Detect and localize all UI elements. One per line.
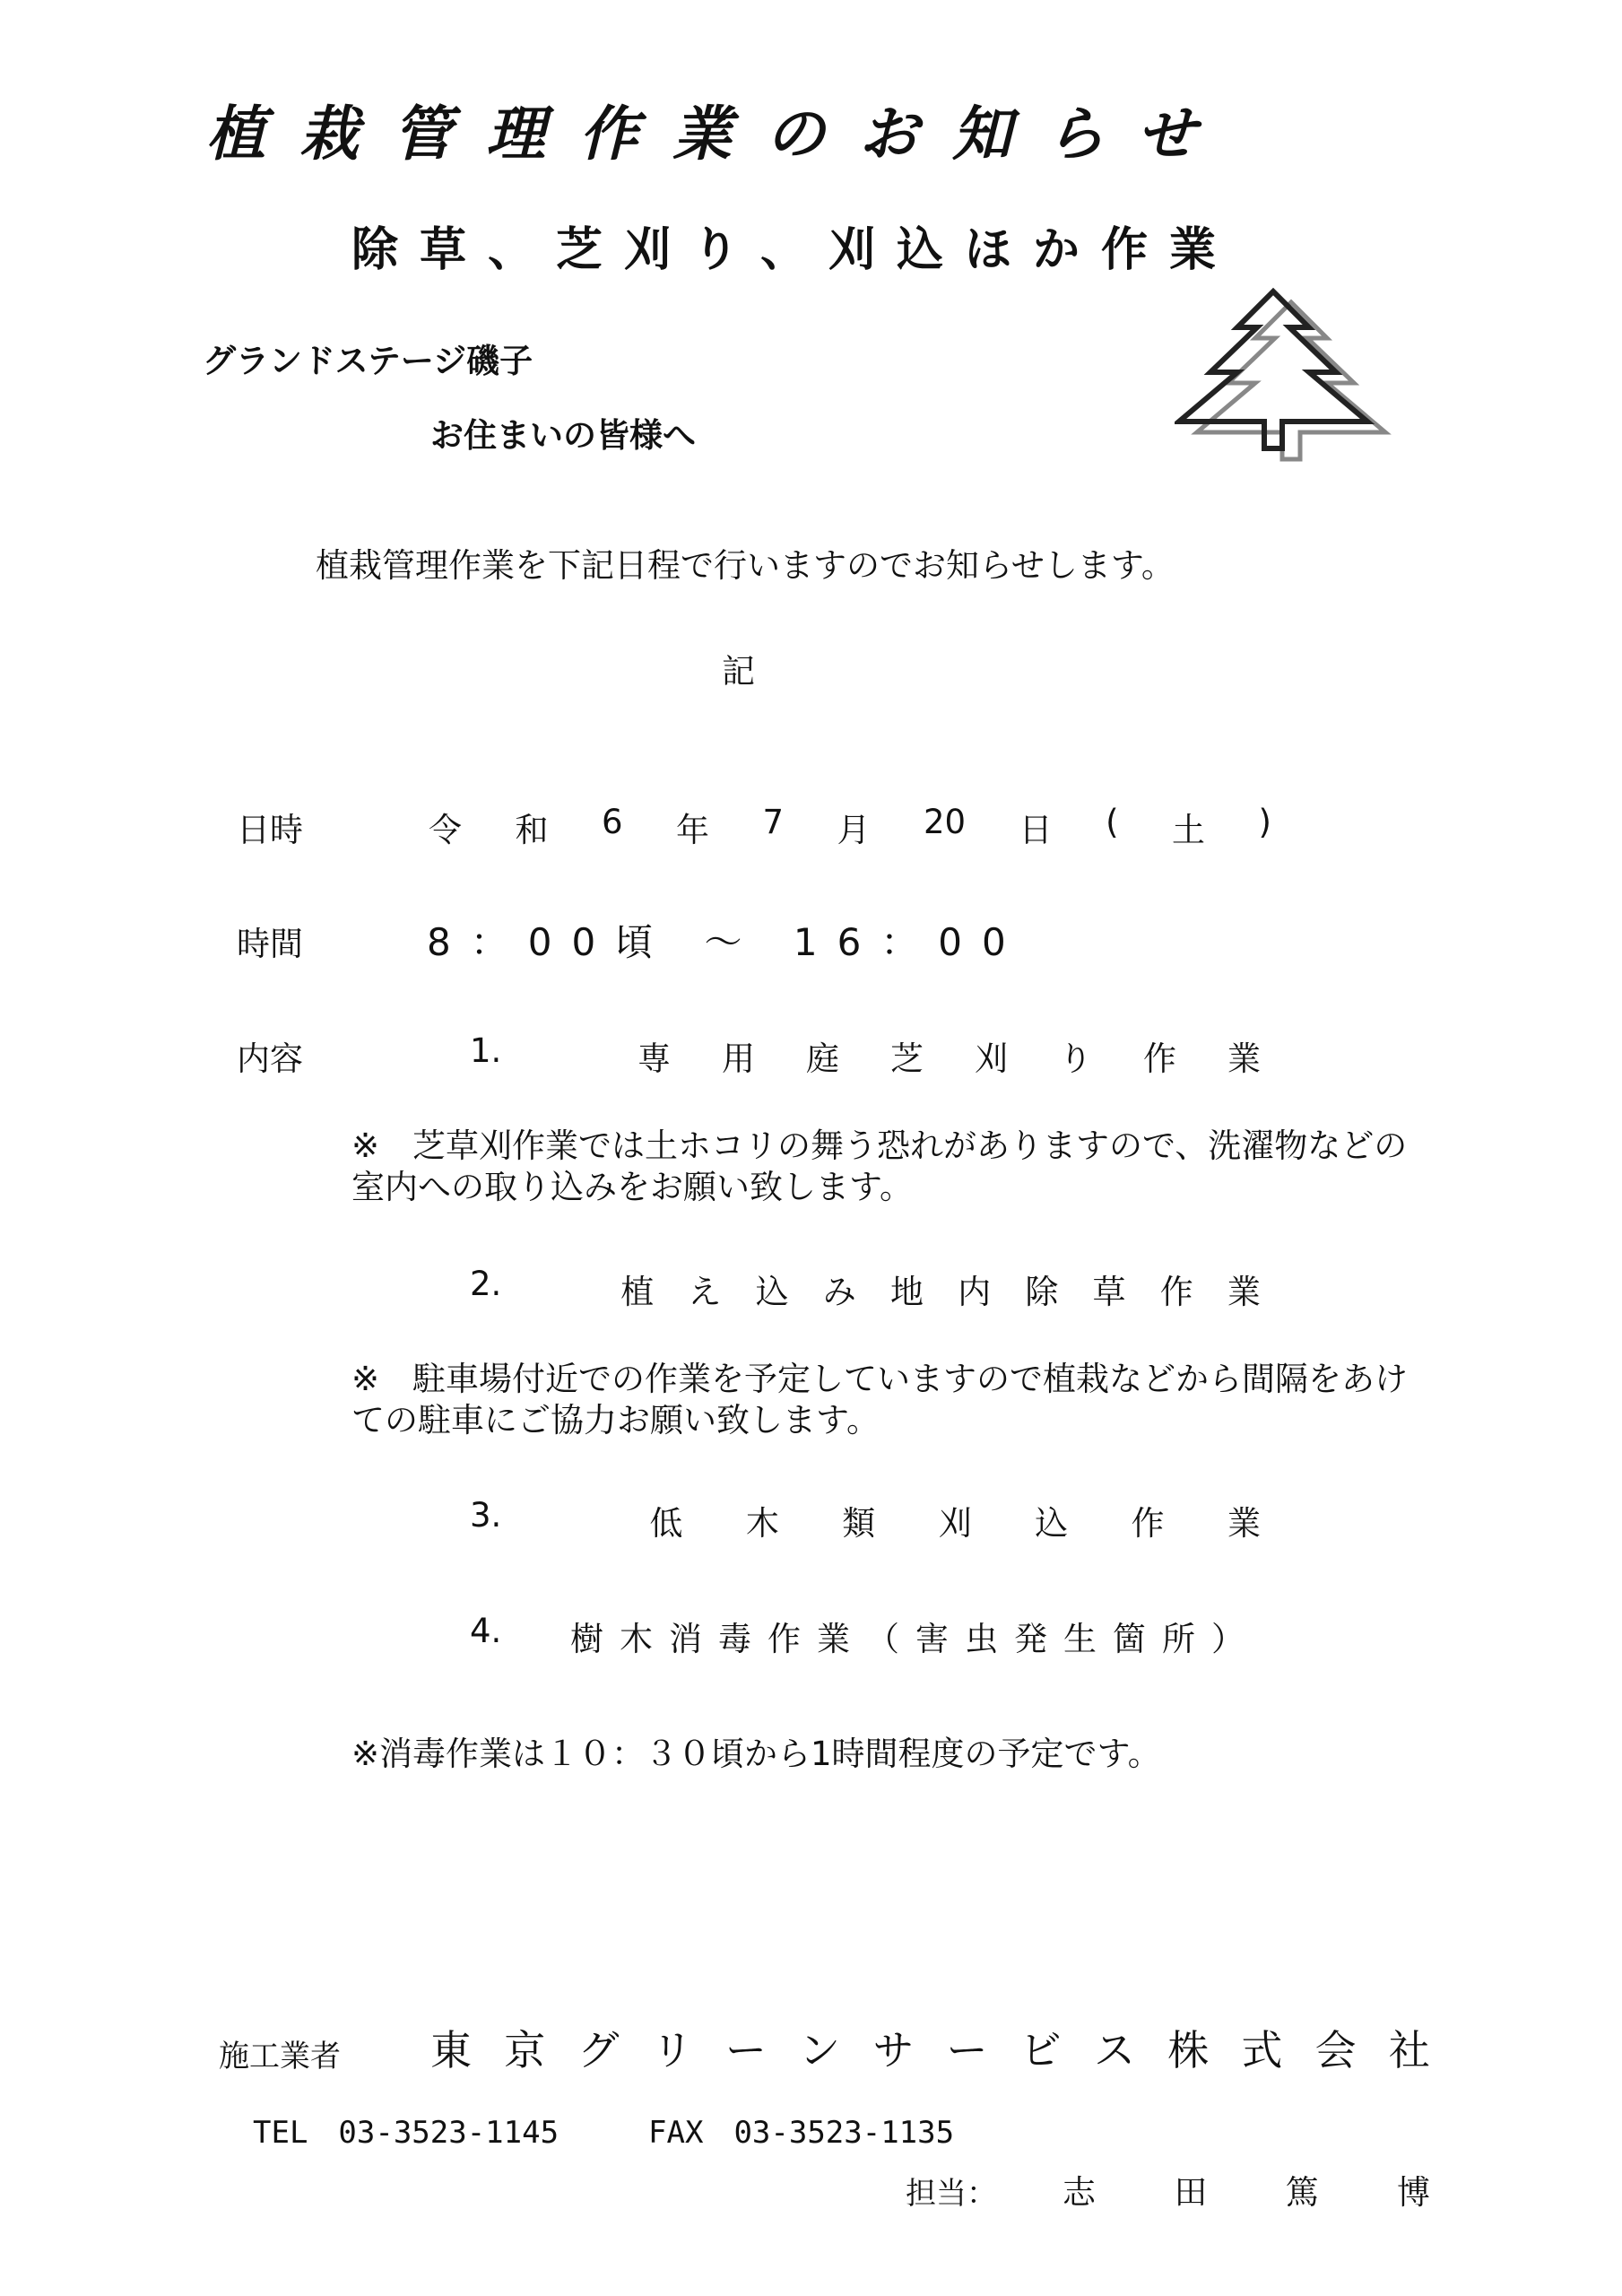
work-item-1 xyxy=(470,1031,1261,1080)
item-char: 専 xyxy=(638,1039,671,1078)
item-char: み xyxy=(822,1273,856,1311)
date-label: 日時 xyxy=(237,811,303,849)
date-part: 7 xyxy=(762,803,785,841)
item-char: 作 xyxy=(1131,1504,1165,1543)
date-value xyxy=(429,803,1271,851)
company-char: ン xyxy=(799,2026,841,2074)
note-parking: ※ 駐車場付近での作業を予定していますので植栽などから間隔をあけての駐車にご協力お願い致します。 xyxy=(351,1360,1408,1439)
item-number: 4. xyxy=(470,1612,502,1650)
person-name xyxy=(1063,2165,1430,2213)
note-disinfection: ※消毒作業は１０：３０頃から1時間程度の予定です。 xyxy=(351,1735,1161,1773)
person-char: 篤 xyxy=(1285,2173,1319,2212)
item-char: 庭 xyxy=(806,1039,839,1078)
ki-heading: 記 xyxy=(722,652,755,691)
item-char: 作 xyxy=(1159,1273,1193,1311)
item-char: 業 xyxy=(1227,1039,1261,1078)
item-char: 地 xyxy=(889,1273,924,1311)
time-value: 8：00頃 ～ 16：00 xyxy=(427,920,1026,964)
item-char: 植 xyxy=(620,1273,655,1311)
item-number: 1. xyxy=(470,1031,502,1070)
date-part: 月 xyxy=(837,811,871,849)
company-char: 会 xyxy=(1314,2026,1357,2074)
person-label: 担当： xyxy=(906,2176,997,2212)
item-char: 木 xyxy=(745,1504,779,1543)
company-char: 京 xyxy=(504,2026,546,2074)
content-label: 内容 xyxy=(237,1039,303,1078)
company-char: ー xyxy=(946,2026,988,2074)
company-char: 社 xyxy=(1388,2026,1430,2074)
company-char: リ xyxy=(651,2026,693,2074)
item-char: 作 xyxy=(1143,1039,1176,1078)
item-char: 草 xyxy=(1092,1273,1126,1311)
company-char: 式 xyxy=(1241,2026,1283,2074)
note-dust: ※ 芝草刈作業では土ホコリの舞う恐れがありますので、洗濯物などの室内への取り込みをお願い致します。 xyxy=(351,1126,1408,1206)
item-char: 芝 xyxy=(890,1039,924,1078)
date-part: 令 xyxy=(429,811,462,849)
contact-line xyxy=(253,2108,954,2152)
item-char: り xyxy=(1059,1039,1092,1078)
company-char: グ xyxy=(577,2026,620,2074)
fax-number: FAX 03-3523-1135 xyxy=(648,2115,955,2151)
work-item-3 xyxy=(470,1496,1261,1544)
company-char: サ xyxy=(872,2026,915,2074)
person-char: 博 xyxy=(1396,2173,1430,2212)
item-char: 込 xyxy=(1035,1504,1069,1543)
date-part: 土 xyxy=(1171,811,1205,849)
item-char: 除 xyxy=(1025,1273,1059,1311)
item-char: 込 xyxy=(755,1273,789,1311)
item-char: 類 xyxy=(842,1504,876,1543)
item-char: 低 xyxy=(649,1504,683,1543)
item-char: 刈 xyxy=(975,1039,1008,1078)
addressee: お住まいの皆様へ xyxy=(430,416,696,455)
intro-text: 植栽管理作業を下記日程で行いますのでお知らせします。 xyxy=(316,546,1175,585)
item-number: 3. xyxy=(470,1496,502,1535)
page-subtitle: 除草、芝刈り、刈込ほか作業 xyxy=(351,223,1238,277)
tel-number: TEL 03-3523-1145 xyxy=(253,2115,559,2151)
company-char: ス xyxy=(1093,2026,1135,2074)
person-char: 田 xyxy=(1174,2173,1208,2212)
item-char: 業 xyxy=(1227,1273,1261,1311)
date-part: 20 xyxy=(924,803,967,841)
work-item-4 xyxy=(470,1612,1261,1660)
item-number: 2. xyxy=(470,1265,502,1303)
company-char: ビ xyxy=(1019,2026,1062,2074)
work-item-2 xyxy=(470,1265,1261,1313)
item-char: 用 xyxy=(722,1039,755,1078)
date-part: 6 xyxy=(601,803,623,841)
date-part: 和 xyxy=(515,811,549,849)
item-char: 内 xyxy=(958,1273,992,1311)
date-part: ( xyxy=(1106,803,1119,841)
date-part: 日 xyxy=(1019,811,1053,849)
item-text: 樹木消毒作業（害虫発生箇所） xyxy=(570,1620,1261,1658)
person-char: 志 xyxy=(1063,2173,1096,2212)
building-name: グランドステージ磯子 xyxy=(203,342,533,380)
tree-icon xyxy=(1175,287,1399,471)
date-part: 年 xyxy=(676,811,709,849)
item-char: え xyxy=(688,1273,722,1311)
page-title: 植栽管理作業のお知らせ xyxy=(206,100,1231,169)
company-char: ー xyxy=(724,2026,767,2074)
item-char: 業 xyxy=(1227,1504,1261,1543)
date-part: ) xyxy=(1258,803,1271,841)
company-name xyxy=(430,2018,1430,2077)
company-char: 株 xyxy=(1167,2026,1210,2074)
company-char: 東 xyxy=(430,2026,472,2074)
contractor-label: 施工業者 xyxy=(219,2039,341,2074)
item-char: 刈 xyxy=(938,1504,972,1543)
time-label: 時間 xyxy=(237,925,303,963)
